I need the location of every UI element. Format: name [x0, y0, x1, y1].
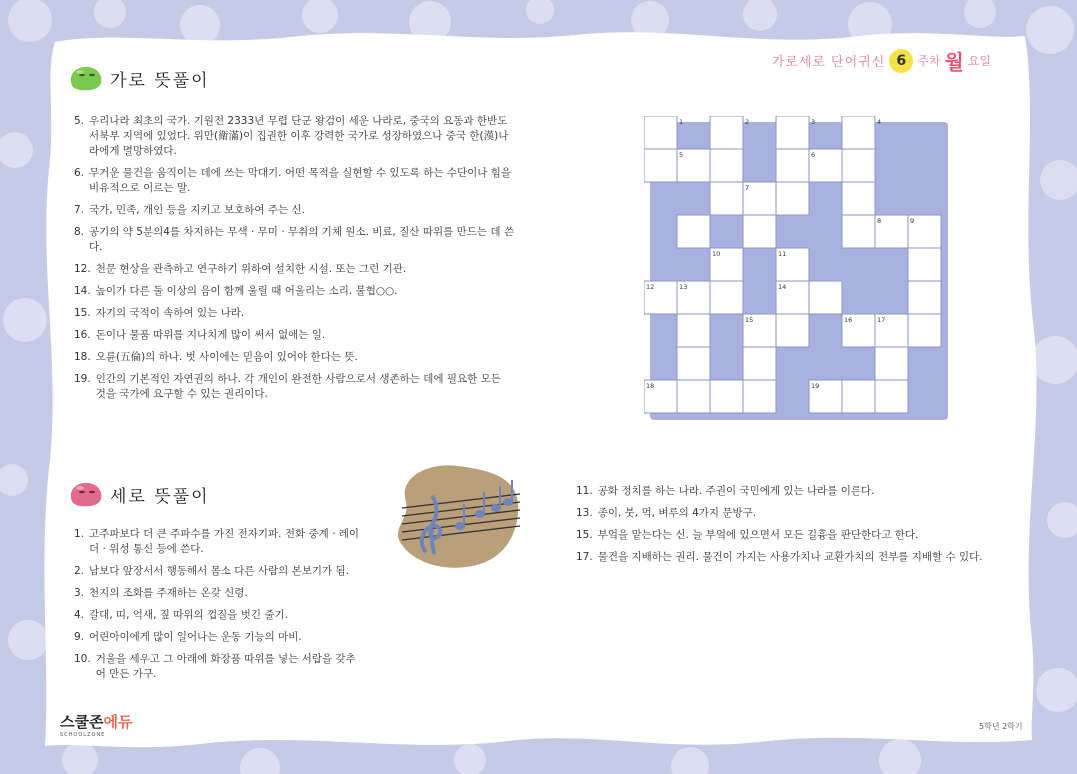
crossword-clue-number: 8	[877, 217, 882, 225]
pink-blob-face-icon	[68, 480, 104, 508]
down-heading	[68, 480, 210, 508]
crossword-clue-number: 4	[877, 118, 882, 126]
clue-item	[74, 166, 514, 196]
crossword-clue-number: 16	[844, 316, 853, 324]
clue-item	[74, 608, 364, 623]
logo-main-2: 에듀	[103, 713, 133, 731]
clue-number: 18.	[74, 351, 91, 363]
crossword-clue-number: 14	[778, 283, 787, 291]
down-heading-text: 세로 뜻풀이	[110, 486, 210, 507]
logo-main-1: 스쿨존	[60, 713, 104, 731]
crossword-clue-number: 5	[679, 151, 684, 159]
clue-number: 6.	[74, 167, 85, 179]
crossword-grid	[644, 116, 950, 422]
crossword-cell[interactable]	[908, 314, 941, 347]
clue-text: 돈이나 물품 따위를 지나치게 많이 써서 없애는 일.	[95, 329, 326, 341]
clue-item	[74, 306, 514, 321]
clue-item	[74, 225, 514, 255]
clue-item	[576, 528, 1016, 543]
crossword-clue-number: 17	[877, 316, 886, 324]
clue-text: 공기의 약 5분의4를 차지하는 무색 · 무미 · 무취의 기체 원소. 비료, 질산 따위를 만드는 데 쓴다.	[89, 226, 515, 253]
crossword-cell[interactable]	[842, 182, 875, 215]
clue-item	[74, 372, 514, 402]
crossword-clue-number: 12	[646, 283, 655, 291]
clue-item	[576, 506, 1016, 521]
clue-item	[576, 484, 1016, 499]
crossword-clue-number: 15	[745, 316, 754, 324]
clue-text: 우리나라 최초의 국가. 기원전 2333년 무렵 단군 왕검이 세운 나라로, 중국의 요동과 한반도 서북부 지역에 있었다. 위만(衛滿)이 집권한 이후 강력한 국가로 성장하였으나 중국 한(漢)나라에게 멸망하였다.	[89, 115, 509, 157]
clue-item	[74, 564, 364, 579]
crossword-cell[interactable]	[710, 182, 743, 215]
crossword-cell[interactable]	[776, 182, 809, 215]
clue-item	[74, 350, 514, 365]
crossword-cell[interactable]	[842, 116, 875, 149]
clue-number: 5.	[74, 115, 85, 127]
crossword-cell[interactable]	[710, 380, 743, 413]
clue-text: 천지의 조화를 주재하는 온갖 신령.	[89, 587, 248, 599]
clue-text: 고주파보다 더 큰 주파수를 가진 전자기파. 전화 중계 · 레이더 · 위성 통신 등에 쓴다.	[89, 528, 360, 555]
crossword-clue-number: 9	[910, 217, 915, 225]
clue-text: 국가, 민족, 개인 등을 지키고 보호하여 주는 신.	[89, 204, 305, 216]
week-number-badge: 6	[889, 49, 913, 73]
clue-item	[74, 284, 514, 299]
week-label: 주차	[917, 54, 941, 68]
crossword-cell[interactable]	[677, 380, 710, 413]
crossword-cell[interactable]	[677, 347, 710, 380]
crossword-cell[interactable]	[776, 314, 809, 347]
clue-number: 12.	[74, 263, 91, 275]
day-suffix: 요일	[967, 54, 991, 68]
schoolzone-logo	[60, 711, 132, 738]
across-clue-list	[74, 114, 514, 409]
clue-number: 16.	[74, 329, 91, 341]
clue-number: 11.	[576, 485, 593, 497]
crossword-cell[interactable]	[776, 149, 809, 182]
crossword-cell[interactable]	[842, 215, 875, 248]
grade-label: 5학년 2학기	[979, 722, 1023, 731]
clue-item	[74, 203, 514, 218]
crossword-cell[interactable]	[710, 149, 743, 182]
across-heading	[68, 64, 210, 92]
clue-number: 17.	[576, 551, 593, 563]
clue-text: 거울을 세우고 그 아래에 화장품 따위를 넣는 서랍을 갖추어 만든 가구.	[95, 653, 356, 680]
crossword-cell[interactable]	[875, 347, 908, 380]
clue-number: 3.	[74, 587, 85, 599]
week-day-banner	[772, 46, 991, 75]
crossword-cell[interactable]	[776, 116, 809, 149]
crossword-cell[interactable]	[677, 215, 710, 248]
clue-item	[74, 262, 514, 277]
clue-item	[576, 550, 1016, 565]
clue-number: 8.	[74, 226, 85, 238]
crossword-clue-number: 11	[778, 250, 787, 258]
clue-item	[74, 630, 364, 645]
crossword-clue-number: 13	[679, 283, 688, 291]
crossword-cell[interactable]	[743, 215, 776, 248]
clue-number: 1.	[74, 528, 85, 540]
green-blob-face-icon	[68, 64, 104, 92]
clue-number: 2.	[74, 565, 85, 577]
clue-text: 종이, 붓, 먹, 벼루의 4가지 문방구.	[597, 507, 757, 519]
day-char: 월	[944, 50, 964, 74]
clue-text: 인간의 기본적인 자연권의 하나. 각 개인이 완전한 사람으로서 생존하는 데에 필요한 모든 것을 국가에 요구할 수 있는 권리이다.	[95, 373, 501, 400]
crossword-cell[interactable]	[710, 116, 743, 149]
crossword-clue-number: 2	[745, 118, 750, 126]
banner-title: 가로세로 단어귀신	[771, 55, 886, 70]
crossword-clue-number: 18	[646, 382, 655, 390]
crossword-clue-number: 6	[811, 151, 816, 159]
crossword-cell[interactable]	[644, 116, 677, 149]
clue-number: 9.	[74, 631, 85, 643]
crossword-clue-number: 3	[811, 118, 816, 126]
clue-text: 높이가 다른 둘 이상의 음이 함께 울릴 때 어울리는 소리. 불협○○.	[95, 285, 398, 297]
clue-text: 자기의 국적이 속하여 있는 나라.	[95, 307, 245, 319]
crossword-cell[interactable]	[743, 380, 776, 413]
crossword-cell[interactable]	[809, 281, 842, 314]
clue-number: 10.	[74, 653, 91, 665]
clue-item	[74, 114, 514, 159]
crossword-clue-number: 7	[745, 184, 750, 192]
clue-item	[74, 328, 514, 343]
clue-text: 남보다 앞장서서 행동해서 몸소 다른 사람의 본보기가 됨.	[89, 565, 350, 577]
crossword-cell[interactable]	[875, 380, 908, 413]
crossword-cell[interactable]	[710, 281, 743, 314]
clue-number: 15.	[74, 307, 91, 319]
crossword-cell[interactable]	[908, 248, 941, 281]
clue-text: 부엌을 맡는다는 신. 늘 부엌에 있으면서 모든 길흉을 판단한다고 한다.	[597, 529, 919, 541]
down-clue-list-right	[576, 484, 1016, 572]
clue-number: 14.	[74, 285, 91, 297]
crossword-clue-number: 10	[712, 250, 721, 258]
across-heading-text: 가로 뜻풀이	[110, 70, 210, 91]
crossword-cell[interactable]	[842, 380, 875, 413]
logo-sub: SCHOOLZONE	[60, 732, 106, 738]
down-clue-list	[74, 527, 364, 689]
clue-text: 천문 현상을 관측하고 연구하기 위하여 설치한 시설. 또는 그런 기관.	[95, 263, 407, 275]
clue-text: 무거운 물건을 움직이는 데에 쓰는 막대기. 어떤 목적을 실현할 수 있도록 하는 수단이나 힘을 비유적으로 이르는 말.	[89, 167, 512, 194]
clue-item	[74, 586, 364, 601]
clue-item	[74, 527, 364, 557]
crossword-cell[interactable]	[842, 149, 875, 182]
crossword-clue-number: 19	[811, 382, 820, 390]
clue-number: 13.	[576, 507, 593, 519]
crossword-cell[interactable]	[908, 281, 941, 314]
clue-number: 15.	[576, 529, 593, 541]
clue-text: 어린아이에게 많이 일어나는 운동 기능의 마비.	[89, 631, 302, 643]
clue-text: 갈대, 띠, 억새, 짚 따위의 껍질을 벗긴 줄기.	[89, 609, 289, 621]
clue-number: 4.	[74, 609, 85, 621]
crossword-cell[interactable]	[677, 314, 710, 347]
clue-item	[74, 652, 364, 682]
crossword-clue-number: 1	[679, 118, 684, 126]
clue-text: 공화 정치를 하는 나라. 주권이 국민에게 있는 나라를 이른다.	[597, 485, 875, 497]
crossword-cell[interactable]	[644, 149, 677, 182]
clue-text: 오륜(五倫)의 하나. 벗 사이에는 믿음이 있어야 한다는 뜻.	[95, 351, 358, 363]
crossword-cell[interactable]	[743, 347, 776, 380]
clue-text: 물건을 지배하는 권리. 물건이 가지는 사용가치나 교환가치의 전부를 지배할 수 있다.	[597, 551, 983, 563]
clue-number: 19.	[74, 373, 91, 385]
clue-number: 7.	[74, 204, 85, 216]
music-staff-illustration	[388, 462, 524, 572]
